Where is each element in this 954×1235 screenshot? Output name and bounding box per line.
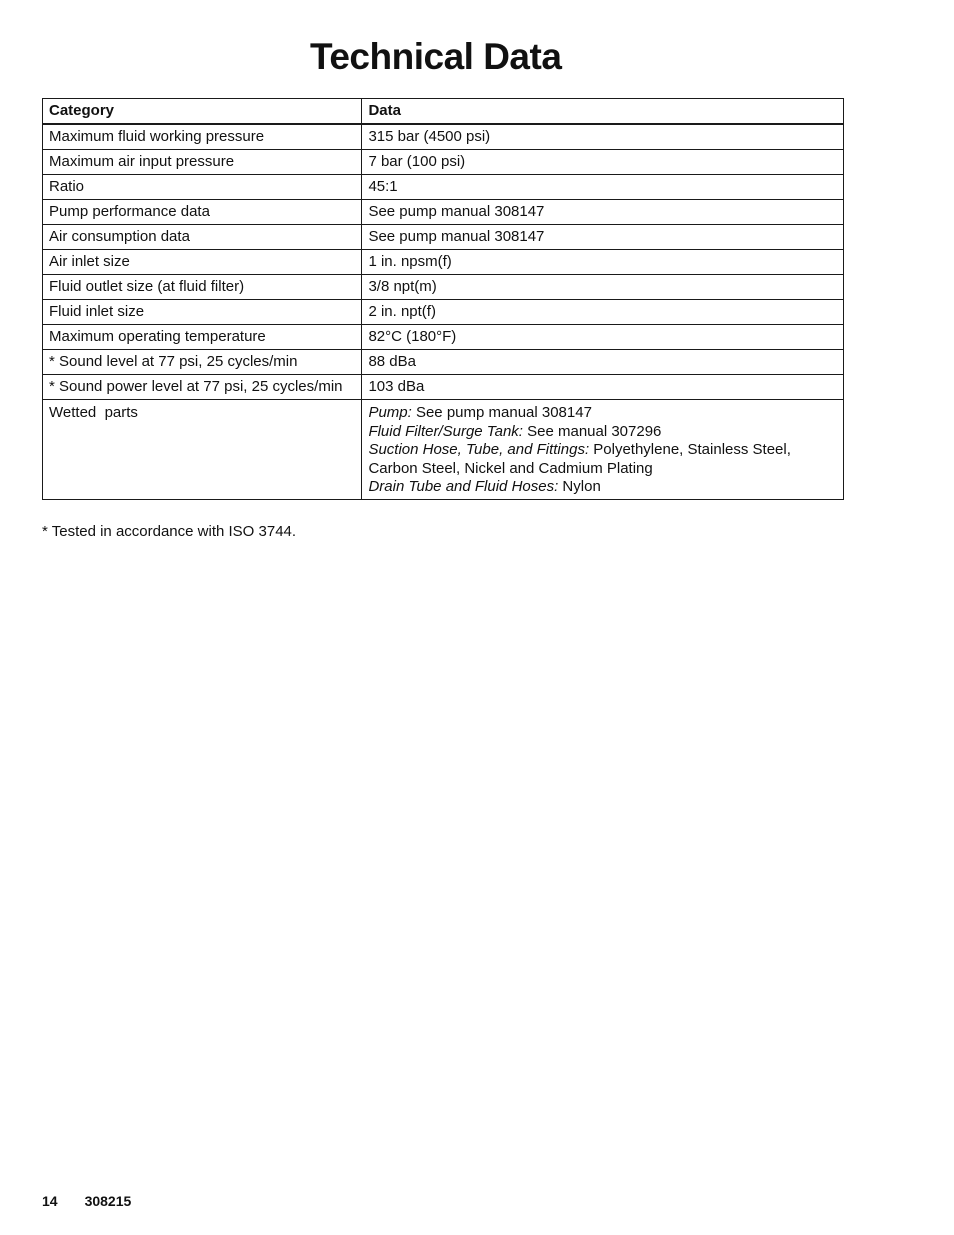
page-number: 14 (42, 1193, 58, 1209)
wetted-part-value: See manual 307296 (522, 422, 662, 440)
footnote: * Tested in accordance with ISO 3744. (42, 523, 297, 540)
row-category: Fluid outlet size (at fluid filter) (43, 275, 362, 300)
table-row (43, 225, 844, 250)
technical-data-table (42, 98, 844, 500)
row-category: * Sound power level at 77 psi, 25 cycles/min (43, 375, 362, 400)
wetted-part-value: Nylon (558, 478, 601, 495)
row-data: 1 in. npsm(f) (362, 250, 844, 275)
row-category: Maximum operating temperature (43, 325, 362, 350)
row-data: 45:1 (362, 175, 844, 200)
row-data: 315 bar (4500 psi) (362, 124, 844, 150)
row-category: Air consumption data (43, 225, 362, 250)
wetted-part-item (368, 404, 843, 423)
row-category: Pump performance data (43, 200, 362, 225)
row-category: Maximum air input pressure (43, 150, 362, 175)
column-header-data: Data (362, 99, 844, 125)
table-row (43, 300, 844, 325)
wetted-part-value: Polyethylene, Stainless Steel, Carbon Steel, Nickel and Cadmium Plating (368, 441, 791, 477)
table-row (43, 175, 844, 200)
table-row (43, 200, 844, 225)
table-row (43, 350, 844, 375)
table-row (43, 275, 844, 300)
document-number: 308215 (84, 1193, 132, 1209)
row-category: Fluid inlet size (43, 300, 362, 325)
table-row (43, 250, 844, 275)
row-data: 103 dBa (362, 375, 844, 400)
row-category: * Sound level at 77 psi, 25 cycles/min (43, 350, 362, 375)
row-data: 7 bar (100 psi) (362, 150, 844, 175)
wetted-part-label: Pump: (368, 404, 412, 421)
wetted-part-label: Fluid Filter/Surge Tank: (368, 422, 523, 440)
wetted-part-item (368, 478, 843, 497)
wetted-part-item (368, 441, 843, 478)
wetted-part-label: Drain Tube and Fluid Hoses: (368, 478, 559, 495)
row-data: 3/8 npt(m) (362, 275, 844, 300)
wetted-parts-data (362, 400, 844, 500)
wetted-part-item (368, 423, 843, 442)
table-row (43, 150, 844, 175)
wetted-part-value: See pump manual 308147 (411, 404, 592, 421)
wetted-parts-row (43, 400, 844, 500)
row-category: Ratio (43, 175, 362, 200)
row-category: Wetted parts (43, 400, 362, 500)
row-category: Air inlet size (43, 250, 362, 275)
table-header-row (43, 99, 844, 125)
row-data: 82°C (180°F) (362, 325, 844, 350)
wetted-part-label: Suction Hose, Tube, and Fittings: (368, 441, 590, 458)
row-category: Maximum fluid working pressure (43, 124, 362, 150)
table-row (43, 325, 844, 350)
row-data: See pump manual 308147 (362, 225, 844, 250)
row-data: See pump manual 308147 (362, 200, 844, 225)
table-row (43, 124, 844, 150)
page-title: Technical Data (310, 36, 562, 77)
row-data: 2 in. npt(f) (362, 300, 844, 325)
table-row (43, 375, 844, 400)
column-header-category: Category (43, 99, 362, 125)
row-data: 88 dBa (362, 350, 844, 375)
page-footer (42, 1193, 131, 1209)
